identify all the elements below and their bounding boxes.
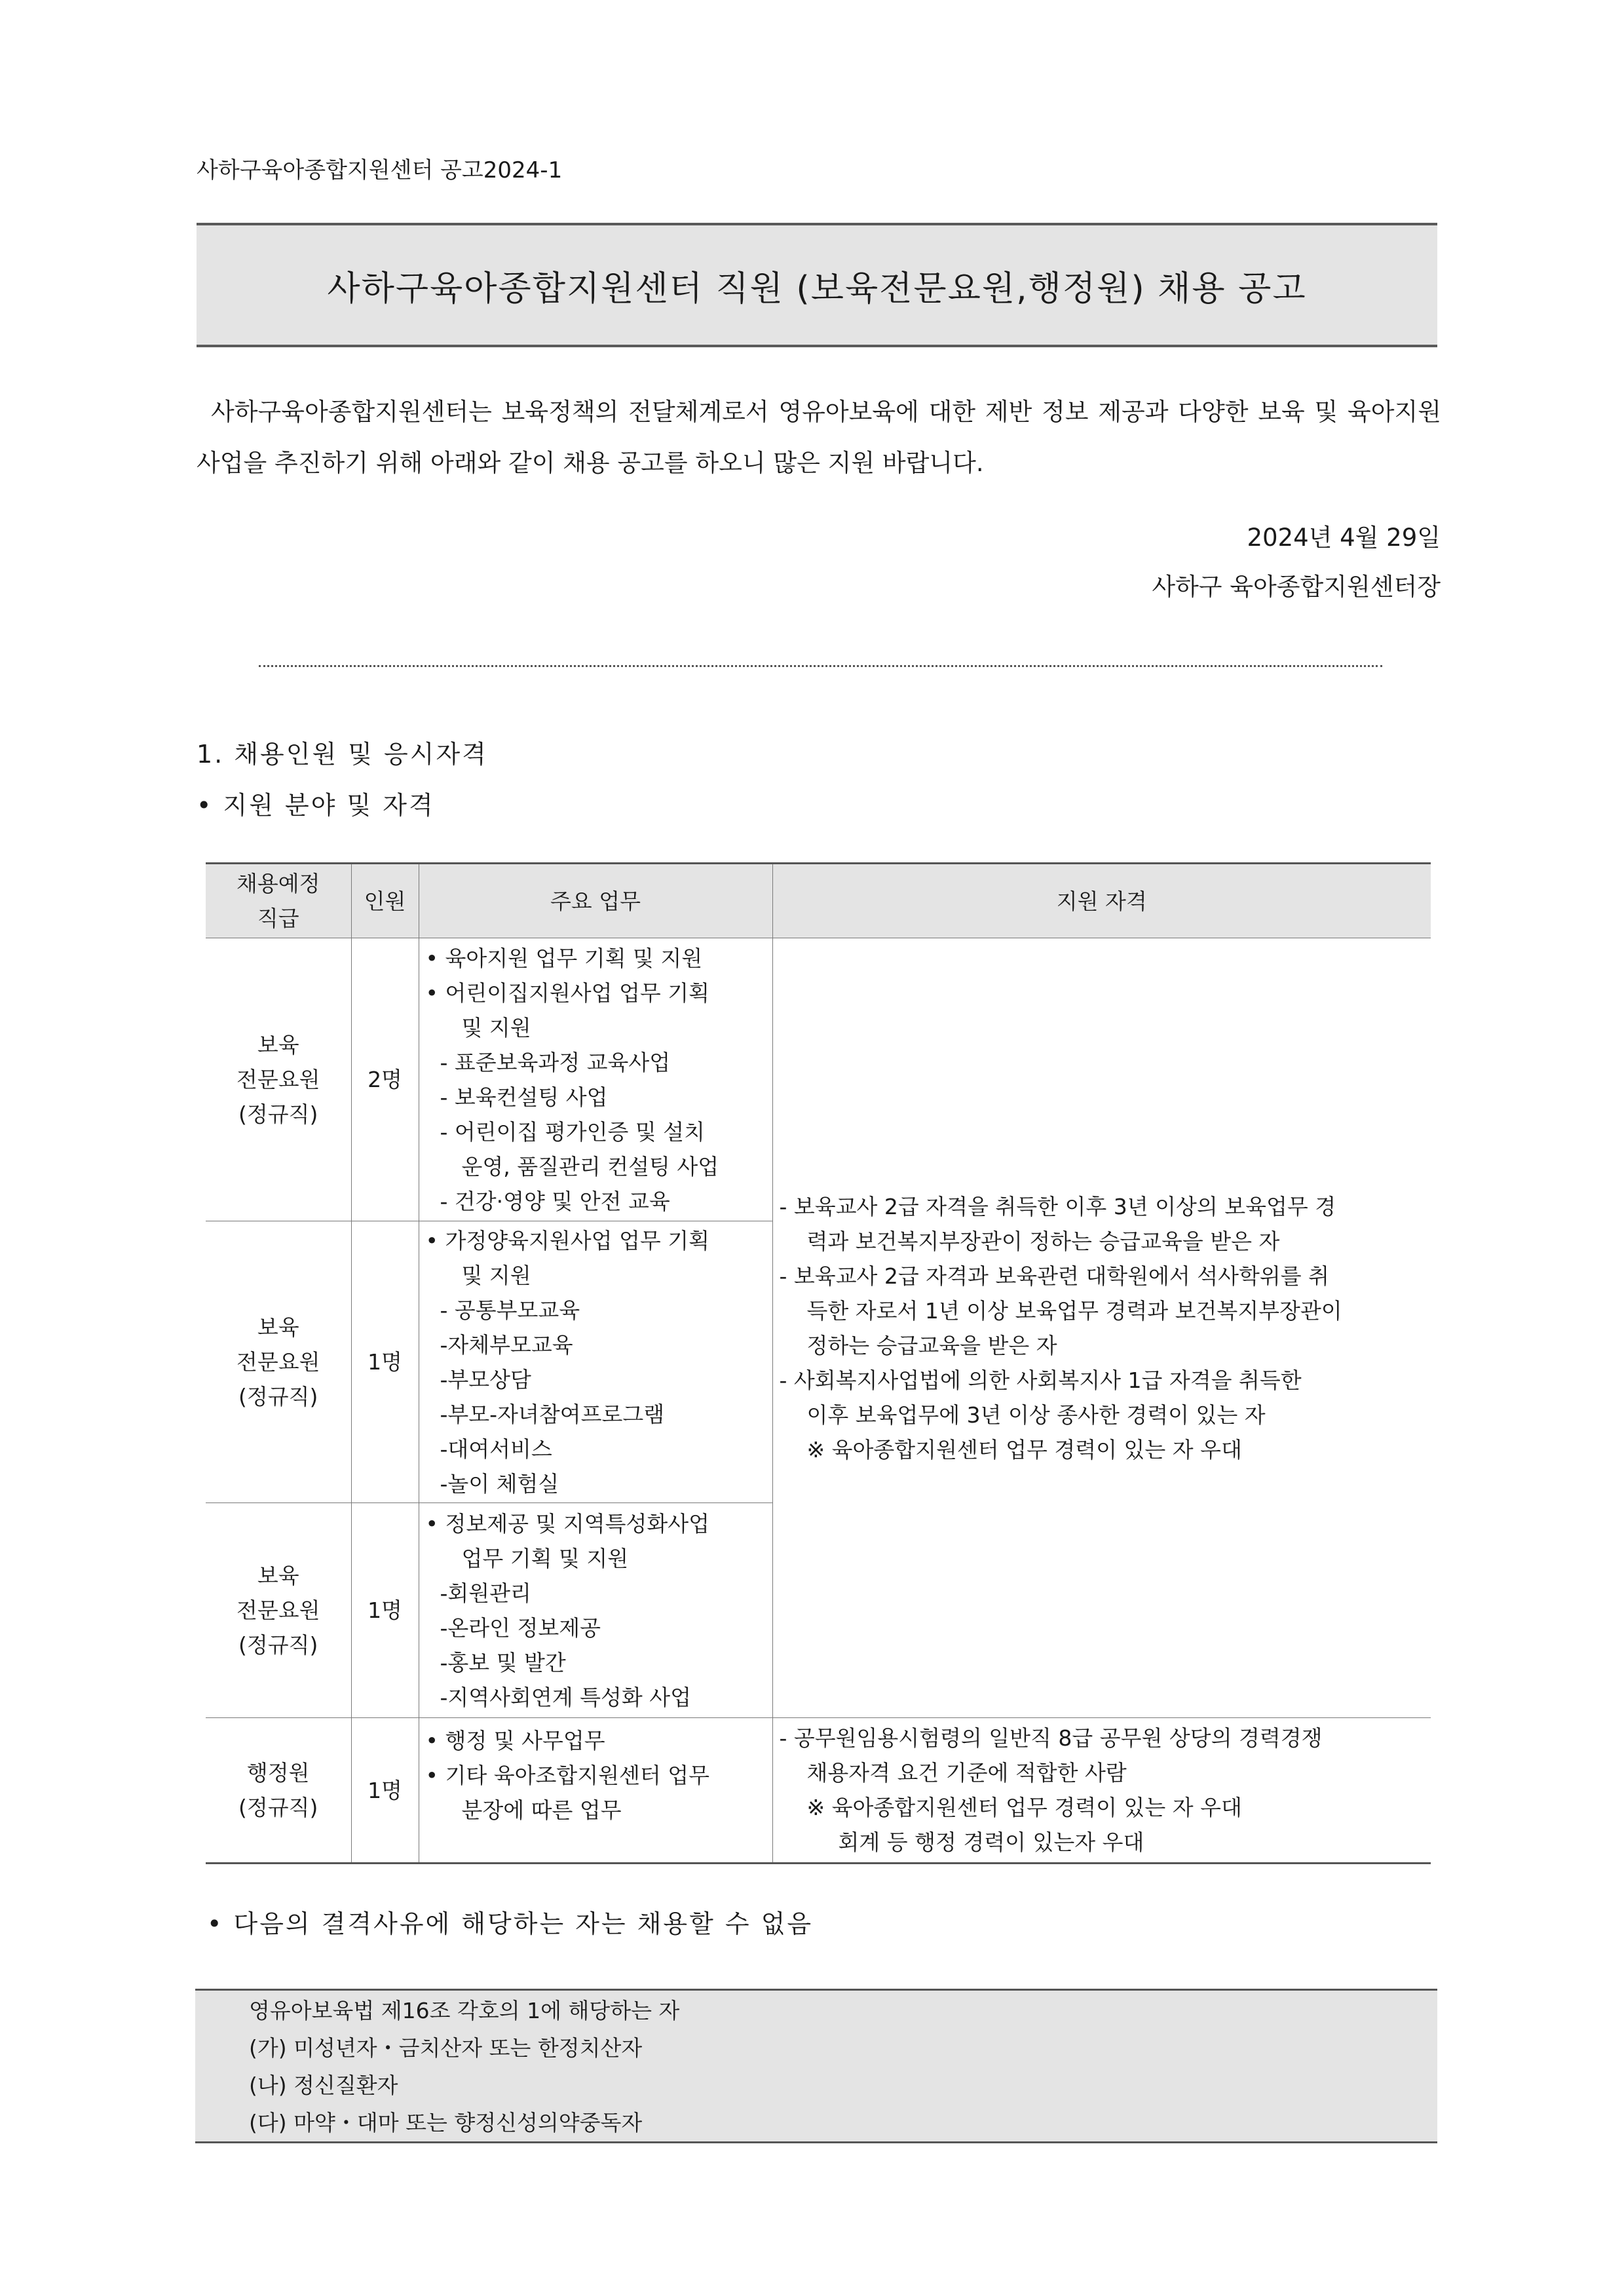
table-header-row xyxy=(206,864,1431,938)
qualification-item: ※ 육아종합지원센터 업무 경력이 있는 자 우대 xyxy=(806,1436,1242,1463)
section-heading-recruitment: 1. 채용인원 및 응시자격 xyxy=(197,740,488,769)
bullet-support-fields: • 지원 분야 및 자격 xyxy=(197,791,435,820)
qualification-item: ※ 육아종합지원센터 업무 경력이 있는 자 우대 xyxy=(806,1795,1242,1820)
duties-cell xyxy=(419,1718,772,1864)
position-text: 보육 xyxy=(257,1314,299,1340)
duty-item: 업무 기획 및 지원 xyxy=(461,1545,629,1571)
disqualification-item: (나) 정신질환자 xyxy=(249,2073,398,2098)
duty-item: • 육아지원 업무 기획 및 지원 xyxy=(425,945,703,971)
header-count: 인원 xyxy=(351,864,419,938)
duties-cell xyxy=(419,938,772,1221)
header-position-line2: 직급 xyxy=(257,906,299,931)
position-text: 전문요원 xyxy=(236,1349,320,1375)
position-cell xyxy=(206,938,351,1221)
duties-cell xyxy=(419,1503,772,1718)
duty-item: • 정보제공 및 지역특성화사업 xyxy=(425,1510,709,1537)
position-cell xyxy=(206,1503,351,1718)
position-text: (정규직) xyxy=(238,1795,318,1820)
qualification-item: - 사회복지사업법에 의한 사회복지사 1급 자격을 취득한 xyxy=(779,1367,1302,1393)
duty-item: -지역사회연계 특성화 사업 xyxy=(440,1684,692,1710)
position-text: 전문요원 xyxy=(236,1598,320,1623)
position-text: 전문요원 xyxy=(236,1067,320,1092)
duty-item: - 건강·영양 및 안전 교육 xyxy=(440,1188,670,1214)
duty-item: - 공통부모교육 xyxy=(440,1297,580,1323)
disqualification-item: (다) 마약・대마 또는 향정신성의약중독자 xyxy=(249,2110,643,2135)
disqualification-box xyxy=(195,1989,1437,2143)
signer: 사하구 육아종합지원센터장 xyxy=(1152,573,1441,601)
duty-item: 및 지원 xyxy=(461,1262,531,1288)
qualification-item: 정하는 승급교육을 받은 자 xyxy=(806,1332,1057,1358)
count-cell: 1명 xyxy=(351,1718,419,1864)
duty-item: • 행정 및 사무업무 xyxy=(425,1728,605,1753)
disqualification-header: 영유아보육법 제16조 각호의 1에 해당하는 자 xyxy=(249,1998,680,2023)
qualification-cell-shared xyxy=(772,938,1431,1718)
position-text: (정규직) xyxy=(238,1101,318,1127)
duty-item: 및 지원 xyxy=(461,1014,531,1041)
header-position-line1: 채용예정 xyxy=(236,871,320,896)
duty-item: -홍보 및 발간 xyxy=(440,1649,566,1675)
position-text: 보육 xyxy=(257,1032,299,1058)
duty-item: 분장에 따른 업무 xyxy=(461,1797,622,1823)
disqualification-item: (가) 미성년자・금치산자 또는 한정치산자 xyxy=(249,2035,643,2061)
position-text: (정규직) xyxy=(238,1384,318,1409)
qualification-item: 이후 보육업무에 3년 이상 종사한 경력이 있는 자 xyxy=(806,1402,1266,1428)
bullet-disqualification: • 다음의 결격사유에 해당하는 자는 채용할 수 없음 xyxy=(207,1909,814,1938)
qualification-item: - 보육교사 2급 자격을 취득한 이후 3년 이상의 보육업무 경 xyxy=(779,1193,1336,1219)
qualification-item: - 공무원임용시험령의 일반직 8급 공무원 상당의 경력경쟁 xyxy=(779,1725,1323,1751)
qualification-item: 력과 보건복지부장관이 정하는 승급교육을 받은 자 xyxy=(806,1228,1280,1254)
duty-item: - 표준보육과정 교육사업 xyxy=(440,1049,671,1075)
qualification-cell-admin xyxy=(772,1718,1431,1864)
recruitment-table xyxy=(206,862,1431,1864)
position-text: 행정원 xyxy=(246,1760,310,1786)
dotted-divider xyxy=(259,665,1382,667)
duty-item: - 어린이집 평가인증 및 설치 xyxy=(440,1119,706,1145)
table-row xyxy=(206,938,1431,1221)
title-box xyxy=(197,223,1437,347)
header-position xyxy=(206,864,351,938)
position-text: (정규직) xyxy=(238,1632,318,1658)
duty-item: • 기타 육아조합지원센터 업무 xyxy=(425,1763,709,1788)
qualification-item: 회계 등 행정 경력이 있는자 우대 xyxy=(838,1829,1144,1855)
duty-item: -놀이 체험실 xyxy=(440,1470,559,1497)
intro-paragraph: 사하구육아종합지원센터는 보육정책의 전달체계로서 영유아보육에 대한 제반 정보 제공과 다양한 보육 및 육아지원 사업을 추진하기 위해 아래와 같이 채용 공고를 하오니 많은 지원 바랍니다. xyxy=(197,398,1441,477)
position-cell xyxy=(206,1221,351,1503)
announcement-date: 2024년 4월 29일 xyxy=(1247,524,1441,552)
count-cell: 1명 xyxy=(351,1503,419,1718)
duty-item: -부모-자녀참여프로그램 xyxy=(440,1401,665,1427)
duties-cell xyxy=(419,1221,772,1503)
position-cell xyxy=(206,1718,351,1864)
duty-item: -자체부모교육 xyxy=(440,1331,573,1358)
qualification-item: 득한 자로서 1년 이상 보육업무 경력과 보건복지부장관이 xyxy=(806,1297,1342,1324)
duty-item: • 가정양육지원사업 업무 기획 xyxy=(425,1227,709,1253)
document-number: 사하구육아종합지원센터 공고2024-1 xyxy=(197,157,563,183)
table-row xyxy=(206,1718,1431,1864)
header-qualification: 지원 자격 xyxy=(772,864,1431,938)
qualification-item: - 보육교사 2급 자격과 보육관련 대학원에서 석사학위를 취 xyxy=(779,1263,1330,1289)
count-cell: 1명 xyxy=(351,1221,419,1503)
position-text: 보육 xyxy=(257,1563,299,1588)
duty-item: • 어린이집지원사업 업무 기획 xyxy=(425,980,709,1006)
duty-item: - 보육컨설팅 사업 xyxy=(440,1084,608,1110)
duty-item: 운영, 품질관리 컨설팅 사업 xyxy=(461,1153,719,1179)
duty-item: -온라인 정보제공 xyxy=(440,1615,601,1641)
header-duties: 주요 업무 xyxy=(419,864,772,938)
qualification-item: 채용자격 요건 기준에 적합한 사람 xyxy=(806,1760,1127,1786)
count-cell: 2명 xyxy=(351,938,419,1221)
duty-item: -대여서비스 xyxy=(440,1436,552,1462)
page-title: 사하구육아종합지원센터 직원 (보육전문요원,행정원) 채용 공고 xyxy=(327,269,1307,309)
duty-item: -부모상담 xyxy=(440,1366,531,1392)
duty-item: -회원관리 xyxy=(440,1580,531,1606)
